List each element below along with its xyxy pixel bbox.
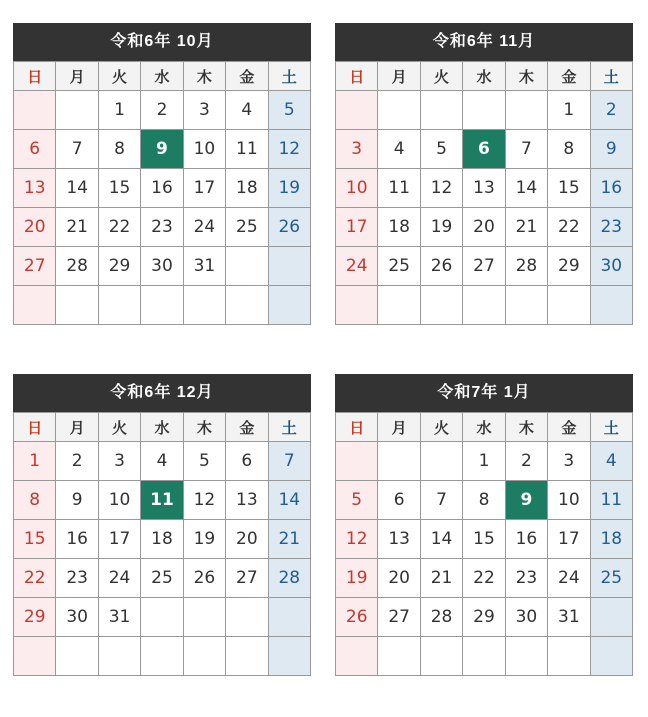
date-cell [268, 286, 310, 325]
date-cell: 14 [420, 520, 462, 559]
calendar-month [13, 23, 311, 325]
date-cell: 24 [183, 208, 225, 247]
date-cell: 18 [141, 520, 183, 559]
date-cell: 27 [378, 598, 420, 637]
date-cell: 7 [505, 130, 547, 169]
date-cell: 23 [505, 559, 547, 598]
date-cell: 24 [98, 559, 140, 598]
weekday-header-cell: 木 [183, 62, 225, 91]
date-cell [226, 286, 268, 325]
date-cell [98, 286, 140, 325]
calendar-month [13, 374, 311, 676]
date-cell: 29 [98, 247, 140, 286]
date-cell: 16 [590, 169, 632, 208]
highlighted-date-cell: 11 [141, 481, 183, 520]
date-cell: 24 [336, 247, 378, 286]
date-cell: 10 [98, 481, 140, 520]
date-cell [590, 598, 632, 637]
date-cell [183, 598, 225, 637]
date-cell [420, 91, 462, 130]
date-cell: 27 [14, 247, 56, 286]
calendar-grid [13, 23, 633, 676]
date-cell: 9 [590, 130, 632, 169]
weekday-header-cell: 火 [420, 413, 462, 442]
weekday-header-cell: 水 [141, 413, 183, 442]
date-cell [463, 91, 505, 130]
date-cell: 15 [548, 169, 590, 208]
highlighted-date-cell: 6 [463, 130, 505, 169]
weekday-header-cell: 木 [505, 62, 547, 91]
date-cell [463, 286, 505, 325]
date-cell: 28 [268, 559, 310, 598]
date-cell: 27 [226, 559, 268, 598]
date-cell: 1 [548, 91, 590, 130]
date-cell [141, 637, 183, 676]
date-cell: 31 [183, 247, 225, 286]
date-cell: 30 [505, 598, 547, 637]
date-cell [420, 442, 462, 481]
date-cell: 7 [420, 481, 462, 520]
date-cell [378, 91, 420, 130]
date-cell: 20 [463, 208, 505, 247]
date-cell: 30 [590, 247, 632, 286]
highlighted-date-cell: 9 [141, 130, 183, 169]
calendar-week-row [336, 91, 633, 130]
calendar-week-row [14, 598, 311, 637]
date-cell: 31 [548, 598, 590, 637]
date-cell [378, 637, 420, 676]
date-cell: 27 [463, 247, 505, 286]
date-cell: 2 [505, 442, 547, 481]
calendar-week-row [14, 520, 311, 559]
date-cell: 3 [336, 130, 378, 169]
calendar-week-row [336, 559, 633, 598]
calendar-week-row [14, 208, 311, 247]
date-cell [268, 247, 310, 286]
date-cell: 28 [420, 598, 462, 637]
weekday-header-cell: 火 [98, 62, 140, 91]
date-cell [548, 637, 590, 676]
date-cell [226, 247, 268, 286]
date-cell: 30 [56, 598, 98, 637]
date-cell: 18 [590, 520, 632, 559]
date-cell: 6 [378, 481, 420, 520]
date-cell: 22 [98, 208, 140, 247]
date-cell: 8 [463, 481, 505, 520]
calendar-week-row [14, 442, 311, 481]
date-cell [463, 637, 505, 676]
date-cell: 23 [141, 208, 183, 247]
date-cell: 8 [548, 130, 590, 169]
calendar-week-row [336, 247, 633, 286]
date-cell: 4 [590, 442, 632, 481]
date-cell [56, 637, 98, 676]
date-cell: 16 [505, 520, 547, 559]
date-cell [14, 637, 56, 676]
calendar-week-row [336, 286, 633, 325]
calendar-title: 令和6年 12月 [13, 374, 311, 412]
date-cell: 15 [463, 520, 505, 559]
weekday-header-cell: 火 [98, 413, 140, 442]
date-cell: 21 [268, 520, 310, 559]
weekday-header-cell: 木 [183, 413, 225, 442]
date-cell: 11 [590, 481, 632, 520]
date-cell: 22 [548, 208, 590, 247]
date-cell: 17 [183, 169, 225, 208]
date-cell: 5 [183, 442, 225, 481]
calendar-title: 令和6年 10月 [13, 23, 311, 61]
date-cell: 12 [183, 481, 225, 520]
date-cell: 29 [548, 247, 590, 286]
date-cell: 20 [14, 208, 56, 247]
date-cell: 10 [336, 169, 378, 208]
date-cell: 14 [56, 169, 98, 208]
weekday-header-cell: 金 [226, 413, 268, 442]
calendar-week-row [14, 130, 311, 169]
calendar-week-row [336, 442, 633, 481]
date-cell: 29 [463, 598, 505, 637]
date-cell: 4 [378, 130, 420, 169]
date-cell: 14 [268, 481, 310, 520]
calendar-week-row [14, 286, 311, 325]
date-cell [141, 598, 183, 637]
date-cell [183, 286, 225, 325]
date-cell [14, 286, 56, 325]
date-cell [56, 91, 98, 130]
date-cell: 13 [14, 169, 56, 208]
date-cell: 28 [505, 247, 547, 286]
calendar-week-row [14, 169, 311, 208]
date-cell [590, 637, 632, 676]
weekday-header-cell: 日 [14, 62, 56, 91]
date-cell: 25 [378, 247, 420, 286]
date-cell: 19 [268, 169, 310, 208]
date-cell: 11 [226, 130, 268, 169]
weekday-header-cell: 月 [378, 62, 420, 91]
date-cell: 5 [336, 481, 378, 520]
date-cell: 5 [420, 130, 462, 169]
date-cell: 12 [336, 520, 378, 559]
date-cell [420, 286, 462, 325]
calendar-week-row [336, 637, 633, 676]
date-cell: 17 [98, 520, 140, 559]
weekday-header-cell: 金 [548, 62, 590, 91]
calendar-week-row [14, 247, 311, 286]
weekday-header-row [14, 413, 311, 442]
date-cell: 28 [56, 247, 98, 286]
date-cell: 16 [141, 169, 183, 208]
date-cell: 25 [590, 559, 632, 598]
date-cell: 30 [141, 247, 183, 286]
date-cell: 1 [463, 442, 505, 481]
calendar-week-row [336, 481, 633, 520]
date-cell: 24 [548, 559, 590, 598]
date-cell: 4 [226, 91, 268, 130]
date-cell: 2 [590, 91, 632, 130]
calendar-title: 令和7年 1月 [335, 374, 633, 412]
date-cell: 11 [378, 169, 420, 208]
date-cell: 1 [14, 442, 56, 481]
date-cell: 22 [14, 559, 56, 598]
date-cell [505, 91, 547, 130]
date-cell: 22 [463, 559, 505, 598]
date-cell [336, 442, 378, 481]
weekday-header-cell: 土 [590, 413, 632, 442]
date-cell: 18 [226, 169, 268, 208]
weekday-header-cell: 日 [336, 413, 378, 442]
date-cell: 17 [548, 520, 590, 559]
date-cell: 25 [141, 559, 183, 598]
weekday-header-cell: 水 [463, 413, 505, 442]
weekday-header-row [336, 413, 633, 442]
calendar-week-row [14, 637, 311, 676]
date-cell: 19 [183, 520, 225, 559]
date-cell [590, 286, 632, 325]
date-cell: 21 [420, 559, 462, 598]
weekday-header-cell: 月 [56, 62, 98, 91]
calendar-table [335, 412, 633, 676]
date-cell: 6 [226, 442, 268, 481]
date-cell [378, 442, 420, 481]
calendar-table [13, 412, 311, 676]
date-cell: 7 [56, 130, 98, 169]
date-cell [14, 91, 56, 130]
weekday-header-cell: 月 [378, 413, 420, 442]
date-cell: 26 [336, 598, 378, 637]
weekday-header-cell: 水 [141, 62, 183, 91]
date-cell: 13 [378, 520, 420, 559]
weekday-header-cell: 火 [420, 62, 462, 91]
date-cell [336, 637, 378, 676]
calendar-table [335, 61, 633, 325]
date-cell: 26 [268, 208, 310, 247]
weekday-header-row [14, 62, 311, 91]
date-cell [226, 637, 268, 676]
calendar-week-row [14, 559, 311, 598]
date-cell: 3 [183, 91, 225, 130]
calendar-table [13, 61, 311, 325]
calendar-week-row [336, 208, 633, 247]
date-cell: 12 [420, 169, 462, 208]
date-cell: 10 [548, 481, 590, 520]
date-cell: 1 [98, 91, 140, 130]
date-cell [336, 91, 378, 130]
weekday-header-cell: 日 [336, 62, 378, 91]
date-cell: 8 [14, 481, 56, 520]
calendar-week-row [14, 481, 311, 520]
date-cell: 6 [14, 130, 56, 169]
date-cell [56, 286, 98, 325]
date-cell: 20 [378, 559, 420, 598]
date-cell: 10 [183, 130, 225, 169]
date-cell [98, 637, 140, 676]
date-cell: 16 [56, 520, 98, 559]
date-cell: 17 [336, 208, 378, 247]
date-cell [226, 598, 268, 637]
date-cell: 29 [14, 598, 56, 637]
date-cell: 18 [378, 208, 420, 247]
date-cell: 15 [98, 169, 140, 208]
calendar-week-row [336, 520, 633, 559]
date-cell [268, 598, 310, 637]
date-cell: 12 [268, 130, 310, 169]
date-cell [336, 286, 378, 325]
date-cell: 3 [98, 442, 140, 481]
date-cell: 15 [14, 520, 56, 559]
date-cell [141, 286, 183, 325]
calendar-week-row [336, 130, 633, 169]
date-cell: 3 [548, 442, 590, 481]
weekday-header-cell: 月 [56, 413, 98, 442]
date-cell [505, 637, 547, 676]
date-cell [420, 637, 462, 676]
date-cell: 23 [590, 208, 632, 247]
date-cell: 5 [268, 91, 310, 130]
weekday-header-cell: 土 [590, 62, 632, 91]
date-cell: 21 [56, 208, 98, 247]
weekday-header-cell: 水 [463, 62, 505, 91]
weekday-header-cell: 金 [226, 62, 268, 91]
weekday-header-cell: 木 [505, 413, 547, 442]
date-cell: 9 [56, 481, 98, 520]
date-cell: 19 [420, 208, 462, 247]
date-cell [505, 286, 547, 325]
weekday-header-cell: 土 [268, 62, 310, 91]
date-cell: 23 [56, 559, 98, 598]
date-cell: 19 [336, 559, 378, 598]
calendar-week-row [14, 91, 311, 130]
weekday-header-row [336, 62, 633, 91]
date-cell: 2 [141, 91, 183, 130]
date-cell: 26 [420, 247, 462, 286]
weekday-header-cell: 土 [268, 413, 310, 442]
weekday-header-cell: 金 [548, 413, 590, 442]
date-cell: 14 [505, 169, 547, 208]
calendar-month [335, 374, 633, 676]
date-cell: 20 [226, 520, 268, 559]
date-cell [548, 286, 590, 325]
calendar-title: 令和6年 11月 [335, 23, 633, 61]
date-cell: 26 [183, 559, 225, 598]
date-cell: 13 [463, 169, 505, 208]
date-cell: 8 [98, 130, 140, 169]
calendar-month [335, 23, 633, 325]
highlighted-date-cell: 9 [505, 481, 547, 520]
date-cell [378, 286, 420, 325]
date-cell: 7 [268, 442, 310, 481]
date-cell [268, 637, 310, 676]
calendar-week-row [336, 169, 633, 208]
date-cell: 21 [505, 208, 547, 247]
date-cell: 31 [98, 598, 140, 637]
date-cell [183, 637, 225, 676]
weekday-header-cell: 日 [14, 413, 56, 442]
calendar-week-row [336, 598, 633, 637]
date-cell: 25 [226, 208, 268, 247]
date-cell: 4 [141, 442, 183, 481]
date-cell: 2 [56, 442, 98, 481]
date-cell: 13 [226, 481, 268, 520]
